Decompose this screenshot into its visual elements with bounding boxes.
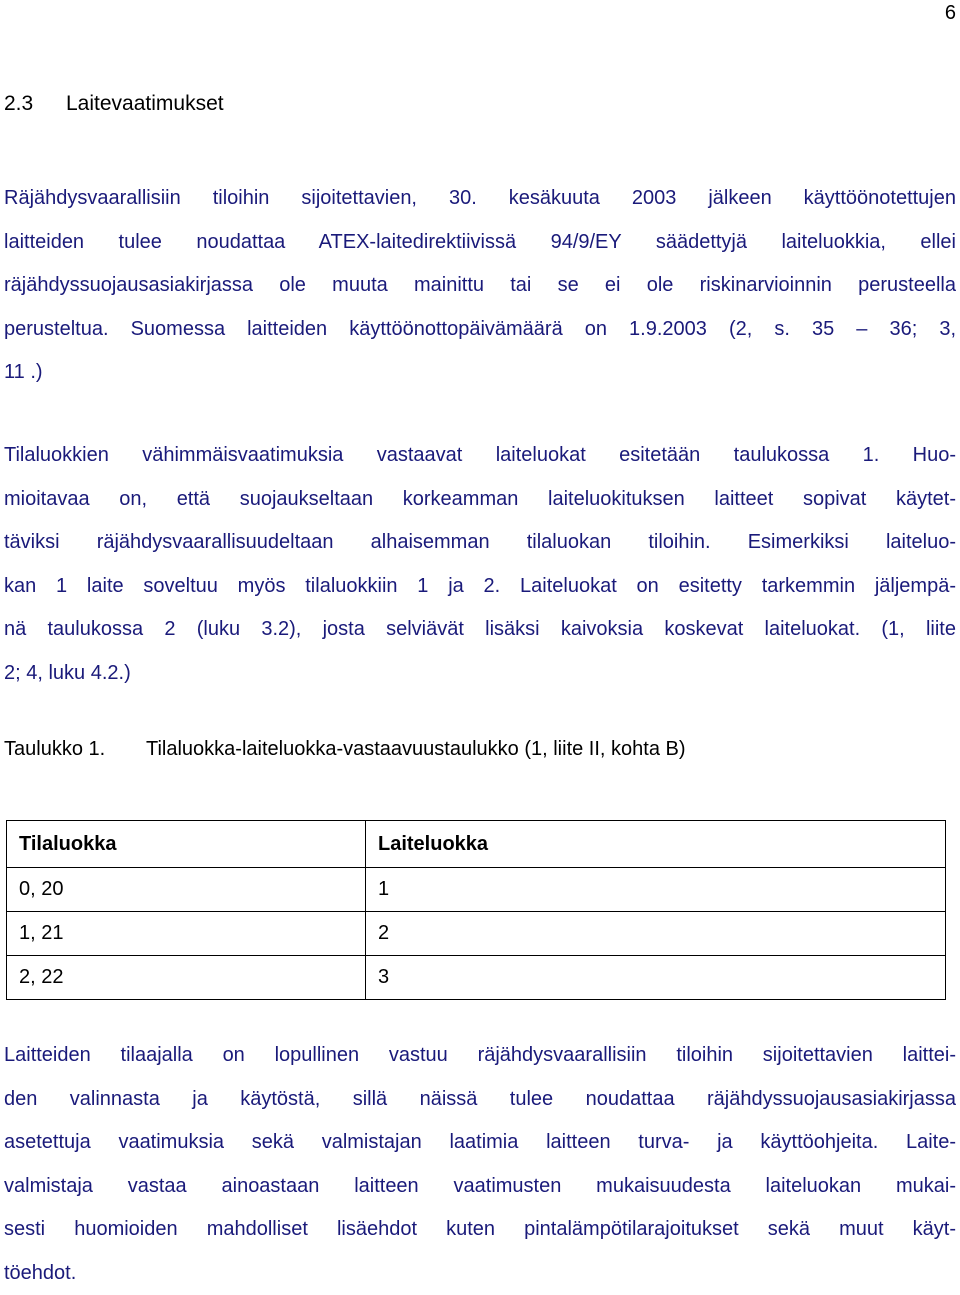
table-cell: 1, 21: [7, 912, 366, 956]
paragraph-line: 11 .): [4, 351, 956, 395]
table-header-cell: Laiteluokka: [366, 821, 946, 868]
table-cell: 3: [366, 956, 946, 1000]
paragraph-line: räjähdyssuojausasiakirjassa ole muuta mainittu tai se ei ole riskinarvioinnin perusteella: [4, 264, 956, 308]
section-heading: [4, 92, 224, 116]
paragraph-line: Laitteiden tilaajalla on lopullinen vastuu räjähdysvaarallisiin tiloihin sijoitettavien laittei-: [4, 1034, 956, 1078]
table-header-row: [7, 821, 946, 868]
table-row: [7, 868, 946, 912]
paragraph-responsibility: [4, 1034, 956, 1295]
table-cell: 0, 20: [7, 868, 366, 912]
paragraph-line: 2; 4, luku 4.2.): [4, 652, 956, 696]
page-number: 6: [945, 2, 956, 25]
paragraph-line: asetettuja vaatimuksia sekä valmistajan laatimia laitteen turva- ja käyttöohjeita. Laite-: [4, 1121, 956, 1165]
paragraph-atex-requirements: [4, 177, 956, 395]
table-caption-label: Taulukko 1.: [4, 738, 146, 761]
paragraph-line: laitteiden tulee noudattaa ATEX-laitedirektiivissä 94/9/EY säädettyjä laiteluokkia, ellei: [4, 221, 956, 265]
section-title: Laitevaatimukset: [66, 92, 224, 115]
paragraph-line: mioitavaa on, että suojaukseltaan korkeamman laiteluokituksen laitteet sopivat käytet-: [4, 478, 956, 522]
paragraph-line: sesti huomioiden mahdolliset lisäehdot kuten pintalämpötilarajoitukset sekä muut käyt-: [4, 1208, 956, 1252]
table-cell: 2: [366, 912, 946, 956]
paragraph-line: töehdot.: [4, 1252, 956, 1295]
table-header-cell: Tilaluokka: [7, 821, 366, 868]
zone-equipment-table: [6, 820, 946, 1000]
paragraph-line: valmistaja vastaa ainoastaan laitteen vaatimusten mukaisuudesta laiteluokan mukai-: [4, 1165, 956, 1209]
table-cell: 2, 22: [7, 956, 366, 1000]
paragraph-line: nä taulukossa 2 (luku 3.2), josta selviävät lisäksi kaivoksia koskevat laiteluokat. (1, liite: [4, 608, 956, 652]
paragraph-line: Tilaluokkien vähimmäisvaatimuksia vastaavat laiteluokat esitetään taulukossa 1. Huo-: [4, 434, 956, 478]
table-row: [7, 956, 946, 1000]
table-caption-text: Tilaluokka-laiteluokka-vastaavuustaulukko (1, liite II, kohta B): [146, 738, 686, 760]
paragraph-line: Räjähdysvaarallisiin tiloihin sijoitettavien, 30. kesäkuuta 2003 jälkeen käyttöönotettujen: [4, 177, 956, 221]
paragraph-class-mapping: [4, 434, 956, 695]
table-cell: 1: [366, 868, 946, 912]
section-number: 2.3: [4, 92, 66, 116]
paragraph-line: den valinnasta ja käytöstä, sillä näissä tulee noudattaa räjähdyssuojausasiakirjassa: [4, 1078, 956, 1122]
paragraph-line: perusteltua. Suomessa laitteiden käyttöönottopäivämäärä on 1.9.2003 (2, s. 35 – 36; 3,: [4, 308, 956, 352]
paragraph-line: täviksi räjähdysvaarallisuudeltaan alhaisemman tilaluokan tiloihin. Esimerkiksi laiteluo-: [4, 521, 956, 565]
table-caption: [4, 738, 686, 761]
paragraph-line: kan 1 laite soveltuu myös tilaluokkiin 1 ja 2. Laiteluokat on esitetty tarkemmin jäljempä-: [4, 565, 956, 609]
table-row: [7, 912, 946, 956]
